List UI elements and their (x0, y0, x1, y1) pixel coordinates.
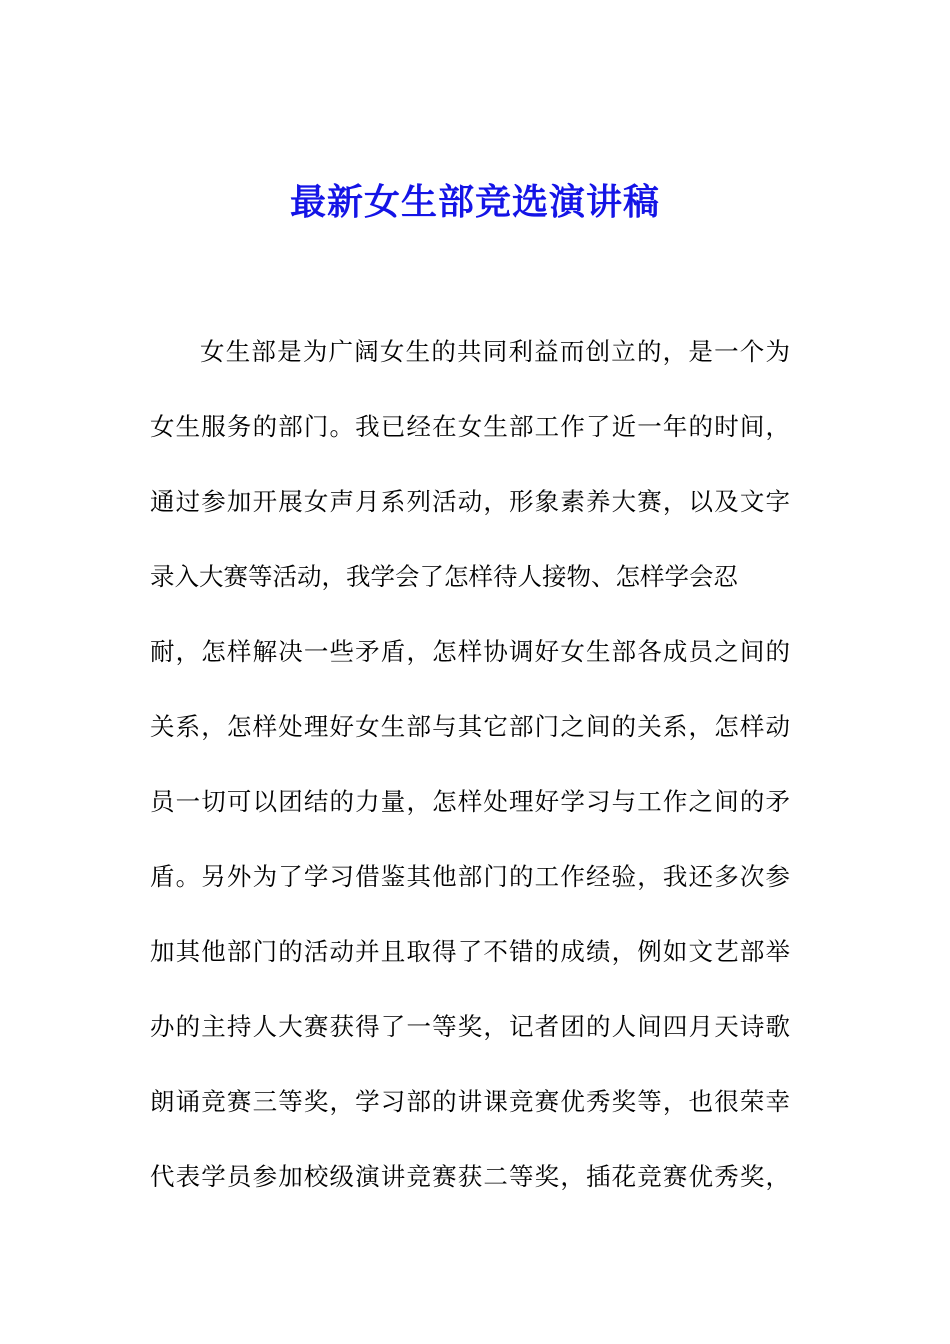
paragraph-line: 耐，怎样解决一些矛盾，怎样协调好女生部各成员之间的 (150, 637, 790, 666)
paragraph-line: 员一切可以团结的力量，怎样处理好学习与工作之间的矛 (150, 787, 790, 816)
paragraph-line: 加其他部门的活动并且取得了不错的成绩，例如文艺部举 (150, 937, 790, 966)
paragraph-line: 朗诵竞赛三等奖，学习部的讲课竞赛优秀奖等，也很荣幸 (150, 1087, 790, 1116)
document-body (150, 326, 790, 1226)
paragraph-line: 关系，怎样处理好女生部与其它部门之间的关系，怎样动 (150, 712, 790, 741)
paragraph-line: 录入大赛等活动，我学会了怎样待人接物、怎样学会忍 (150, 562, 738, 591)
paragraph-line: 女生服务的部门。我已经在女生部工作了近一年的时间， (150, 412, 790, 441)
paragraph-line: 女生部是为广阔女生的共同利益而创立的，是一个为 (200, 337, 790, 366)
document-title: 最新女生部竞选演讲稿 (289, 181, 660, 223)
paragraph-line: 通过参加开展女声月系列活动，形象素养大赛，以及文字 (150, 487, 790, 516)
paragraph-line: 盾。另外为了学习借鉴其他部门的工作经验，我还多次参 (150, 862, 790, 891)
paragraph-line: 代表学员参加校级演讲竞赛获二等奖，插花竞赛优秀奖， (150, 1162, 790, 1191)
paragraph-line: 办的主持人大赛获得了一等奖，记者团的人间四月天诗歌 (150, 1012, 790, 1041)
